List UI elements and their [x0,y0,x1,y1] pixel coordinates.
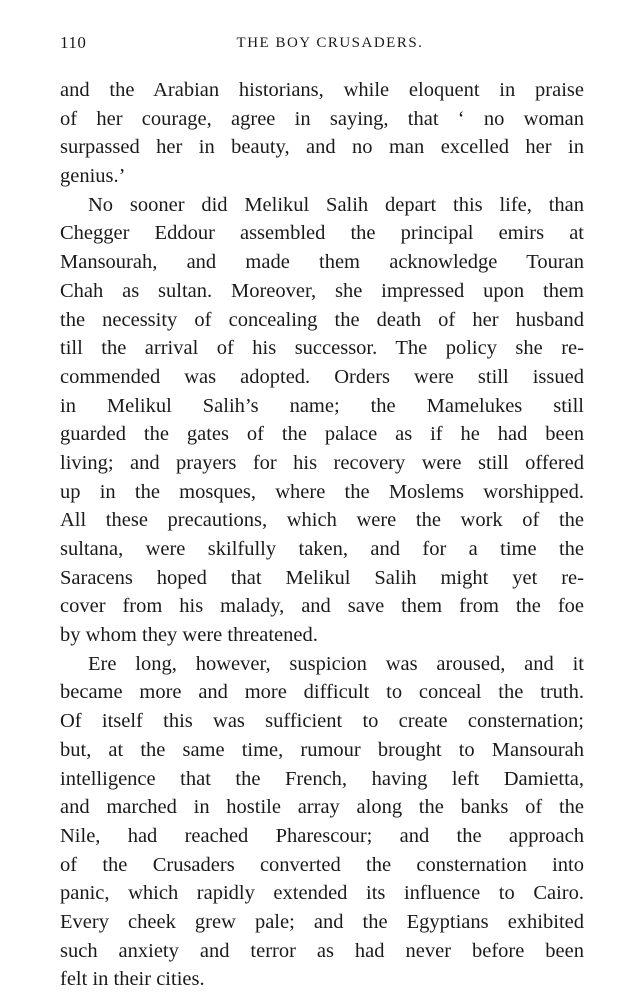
text-line: All these precautions, which were the work of the [60,509,584,532]
text-line: Nile, had reached Pharescour; and the approach [60,824,584,847]
text-line: such anxiety and terror as had never before been [60,939,584,962]
text-line: Chegger Eddour assembled the principal emirs at [60,222,584,245]
paragraph-2 [60,191,584,650]
text-line: genius.’ [60,165,126,188]
text-line: intelligence that the French, having left Damietta, [60,767,584,790]
text-line: but, at the same time, rumour brought to Mansourah [60,738,584,761]
running-head [60,30,580,56]
paragraph-3 [60,650,584,994]
paragraph-1 [60,76,584,191]
text-line: No sooner did Melikul Salih depart this life, than [88,193,584,216]
text-line: felt in their cities. [60,968,205,991]
text-line: Mansourah, and made them acknowledge Touran [60,251,584,274]
text-line: sultana, were skilfully taken, and for a time the [60,538,584,560]
text-line: Every cheek grew pale; and the Egyptians exhibited [60,910,584,933]
text-line: Chah as sultan. Moreover, she impressed upon them [60,279,584,302]
text-line: commended was adopted. Orders were still issued [60,365,584,388]
text-line: till the arrival of his successor. The policy she re- [60,337,584,360]
body-text [60,76,584,994]
text-line: up in the mosques, where the Moslems worshipped. [60,480,584,503]
text-line: living; and prayers for his recovery were still offered [60,451,584,474]
page-number: 110 [60,33,87,52]
text-line: and marched in hostile array along the banks of the [60,796,584,819]
text-line: of her courage, agree in saying, that ‘ no woman [60,107,584,130]
text-line: of the Crusaders converted the consternation into [60,853,584,876]
text-line: cover from his malady, and save them from the foe [60,595,584,618]
text-line: panic, which rapidly extended its influence to Cairo. [60,882,584,905]
text-line: and the Arabian historians, while eloquent in praise [60,79,584,101]
text-line: Saracens hoped that Melikul Salih might yet re- [60,566,584,589]
text-line: became more and more difficult to conceal the truth. [60,681,584,704]
running-title: THE BOY CRUSADERS. [236,35,424,51]
text-line: surpassed her in beauty, and no man excelled her in [60,136,584,159]
text-line: in Melikul Salih’s name; the Mamelukes still [60,394,584,417]
text-line: guarded the gates of the palace as if he had been [60,423,584,446]
text-line: Of itself this was sufficient to create consternation; [60,710,584,733]
text-line: Ere long, however, suspicion was aroused, and it [88,652,584,675]
text-line: by whom they were threatened. [60,624,318,647]
text-line: the necessity of concealing the death of her husband [60,308,584,331]
